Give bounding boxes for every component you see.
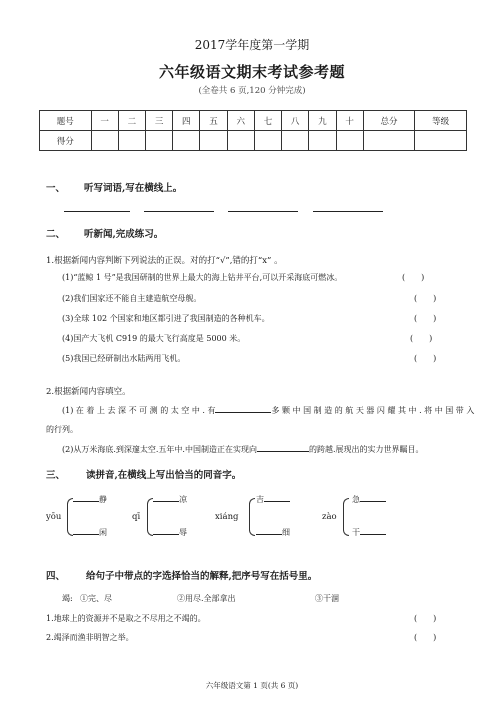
exam-note: (全卷共 6 页,120 分钟完成) bbox=[198, 86, 306, 96]
fill-item-1-part-a: (1) 在 着 上 去 深 不 可 测 的 太 空 中 . 有 bbox=[62, 406, 216, 415]
score-table-score-row bbox=[40, 131, 467, 151]
score-cell[interactable] bbox=[336, 131, 363, 151]
fill-blank[interactable] bbox=[257, 451, 309, 452]
score-header-cell: 九 bbox=[309, 111, 336, 131]
definition-word: 竭: bbox=[62, 594, 73, 603]
fill-item-2 bbox=[62, 444, 424, 455]
judge-item-1: (1)“蓝鲸 1 号”是我国研制的世界上最大的海上钻井平台,可以开采海底可燃冰。 bbox=[62, 273, 343, 282]
question-2-1-stem: 1.根据新闻内容判断下列说法的正误。对的打“√”,错的打“x” 。 bbox=[46, 256, 283, 266]
homophone-row bbox=[352, 494, 386, 505]
definition-option-3: ③干涸 bbox=[315, 594, 339, 603]
fill-item-1-continued: 的行列。 bbox=[46, 425, 78, 434]
homophone-row bbox=[73, 527, 107, 538]
pinyin-you: yōu bbox=[46, 512, 62, 522]
dictation-blank[interactable] bbox=[228, 211, 298, 212]
homophone-char: 辱 bbox=[179, 528, 187, 537]
answer-paren[interactable]: ( ) bbox=[402, 273, 425, 282]
score-header-cell: 十 bbox=[336, 111, 363, 131]
score-table-header-row bbox=[40, 111, 467, 131]
homophone-char: 凉 bbox=[179, 495, 187, 504]
answer-paren[interactable]: ( ) bbox=[410, 334, 433, 343]
score-header-cell: 四 bbox=[173, 111, 200, 131]
score-table bbox=[39, 110, 467, 151]
section-3-number: 三、 bbox=[46, 470, 66, 481]
section-4-number: 四、 bbox=[46, 571, 66, 582]
exam-title: 六年级语文期末考试参考题 bbox=[158, 63, 345, 81]
score-cell[interactable] bbox=[254, 131, 281, 151]
score-header-cell: 五 bbox=[200, 111, 227, 131]
fill-item-2-part-b: 的跨越.展现出的实力世界瞩目。 bbox=[308, 445, 424, 454]
score-header-cell: 总分 bbox=[363, 111, 415, 131]
section-2-number: 二、 bbox=[46, 229, 66, 240]
score-cell[interactable] bbox=[309, 131, 336, 151]
homophone-char: 急 bbox=[352, 495, 360, 504]
section-2-heading bbox=[46, 226, 163, 240]
definition-item-2: 2.竭泽而渔非明智之举。 bbox=[46, 633, 134, 642]
score-cell[interactable] bbox=[363, 131, 415, 151]
fill-item-1-part-b: 多 颗 中 国 制 造 的 航 天 器 闪 耀 其 中 . 将 中 国 带 入 bbox=[271, 406, 475, 415]
homophone-char: 细 bbox=[282, 528, 290, 537]
score-cell[interactable] bbox=[173, 131, 200, 151]
judge-item-2: (2)我们国家还不能自主建造航空母舰。 bbox=[62, 294, 202, 303]
homophone-row bbox=[352, 527, 386, 538]
homophone-row bbox=[153, 494, 187, 505]
homophone-blank[interactable] bbox=[264, 501, 290, 502]
score-header-cell: 三 bbox=[145, 111, 172, 131]
homophone-row bbox=[73, 494, 107, 505]
homophone-blank[interactable] bbox=[153, 501, 179, 502]
judge-item-5: (5)我国已经研制出水陆两用飞机。 bbox=[62, 354, 186, 363]
judge-item-3: (3)全球 102 个国家和地区都引进了我国制造的各种机车。 bbox=[62, 314, 270, 323]
homophone-char: 干 bbox=[352, 528, 360, 537]
score-cell[interactable] bbox=[282, 131, 309, 151]
score-header-cell: 一 bbox=[91, 111, 118, 131]
pinyin-zao: zào bbox=[322, 512, 337, 522]
score-cell[interactable] bbox=[200, 131, 227, 151]
score-cell[interactable] bbox=[415, 131, 467, 151]
score-cell[interactable] bbox=[145, 131, 172, 151]
section-2-title: 听新闻,完成练习。 bbox=[84, 229, 164, 240]
homophone-row bbox=[153, 527, 187, 538]
score-cell[interactable] bbox=[91, 131, 118, 151]
fill-item-1 bbox=[62, 405, 474, 416]
pinyin-qi: qī bbox=[132, 512, 141, 522]
score-header-cell: 八 bbox=[282, 111, 309, 131]
dictation-blank[interactable] bbox=[144, 211, 214, 212]
answer-paren[interactable]: ( ) bbox=[414, 314, 437, 323]
definition-option-2: ②用尽.全部拿出 bbox=[177, 594, 236, 603]
score-row-label: 得分 bbox=[40, 131, 92, 151]
dictation-blank[interactable] bbox=[313, 211, 383, 212]
homophone-char: 吉 bbox=[256, 495, 264, 504]
fill-blank[interactable] bbox=[215, 412, 271, 413]
score-cell[interactable] bbox=[227, 131, 254, 151]
section-1-number: 一、 bbox=[46, 183, 66, 194]
homophone-char: 静 bbox=[99, 495, 107, 504]
answer-paren[interactable]: ( ) bbox=[414, 633, 437, 642]
homophone-char: 闲 bbox=[99, 528, 107, 537]
score-header-cell: 题号 bbox=[40, 111, 92, 131]
dictation-blank[interactable] bbox=[64, 211, 130, 212]
section-1-title: 听写词语,写在横线上。 bbox=[84, 183, 183, 194]
score-header-cell: 等级 bbox=[415, 111, 467, 131]
section-3-title: 读拼音,在横线上写出恰当的同音字。 bbox=[86, 470, 242, 481]
pinyin-xiang: xiáng bbox=[215, 512, 239, 522]
homophone-blank[interactable] bbox=[256, 534, 282, 535]
brace-icon bbox=[343, 498, 349, 536]
homophone-blank[interactable] bbox=[153, 534, 179, 535]
term-label: 2017学年度第一学期 bbox=[194, 38, 310, 52]
page-footer: 六年级语文第 1 页(共 6 页) bbox=[205, 681, 299, 690]
homophone-blank[interactable] bbox=[360, 501, 386, 502]
section-4-heading bbox=[46, 568, 317, 582]
homophone-blank[interactable] bbox=[73, 501, 99, 502]
score-header-cell: 六 bbox=[227, 111, 254, 131]
definition-item-1: 1.地球上的资源并不是取之不尽用之不竭的。 bbox=[46, 614, 206, 623]
answer-paren[interactable]: ( ) bbox=[414, 354, 437, 363]
answer-paren[interactable]: ( ) bbox=[414, 294, 437, 303]
homophone-blank[interactable] bbox=[73, 534, 99, 535]
section-3-heading bbox=[46, 467, 241, 481]
judge-item-4: (4)国产大飞机 C919 的最大飞行高度是 5000 米。 bbox=[62, 334, 246, 343]
answer-paren[interactable]: ( ) bbox=[414, 614, 437, 623]
section-4-title: 给句子中带点的字选择恰当的解释,把序号写在括号里。 bbox=[86, 571, 318, 582]
brace-icon bbox=[249, 498, 255, 536]
definition-option-1: ①完、尽 bbox=[80, 594, 112, 603]
homophone-row bbox=[256, 494, 290, 505]
homophone-row bbox=[256, 527, 290, 538]
score-header-cell: 二 bbox=[118, 111, 145, 131]
question-2-2-stem: 2.根据新闻内容填空。 bbox=[46, 387, 131, 397]
score-cell[interactable] bbox=[118, 131, 145, 151]
section-1-heading bbox=[46, 180, 182, 194]
fill-item-2-part-a: (2)从万米海底.到深邃太空.五年中.中国制造正在实现向 bbox=[62, 445, 257, 454]
homophone-blank[interactable] bbox=[360, 534, 386, 535]
score-header-cell: 七 bbox=[254, 111, 281, 131]
